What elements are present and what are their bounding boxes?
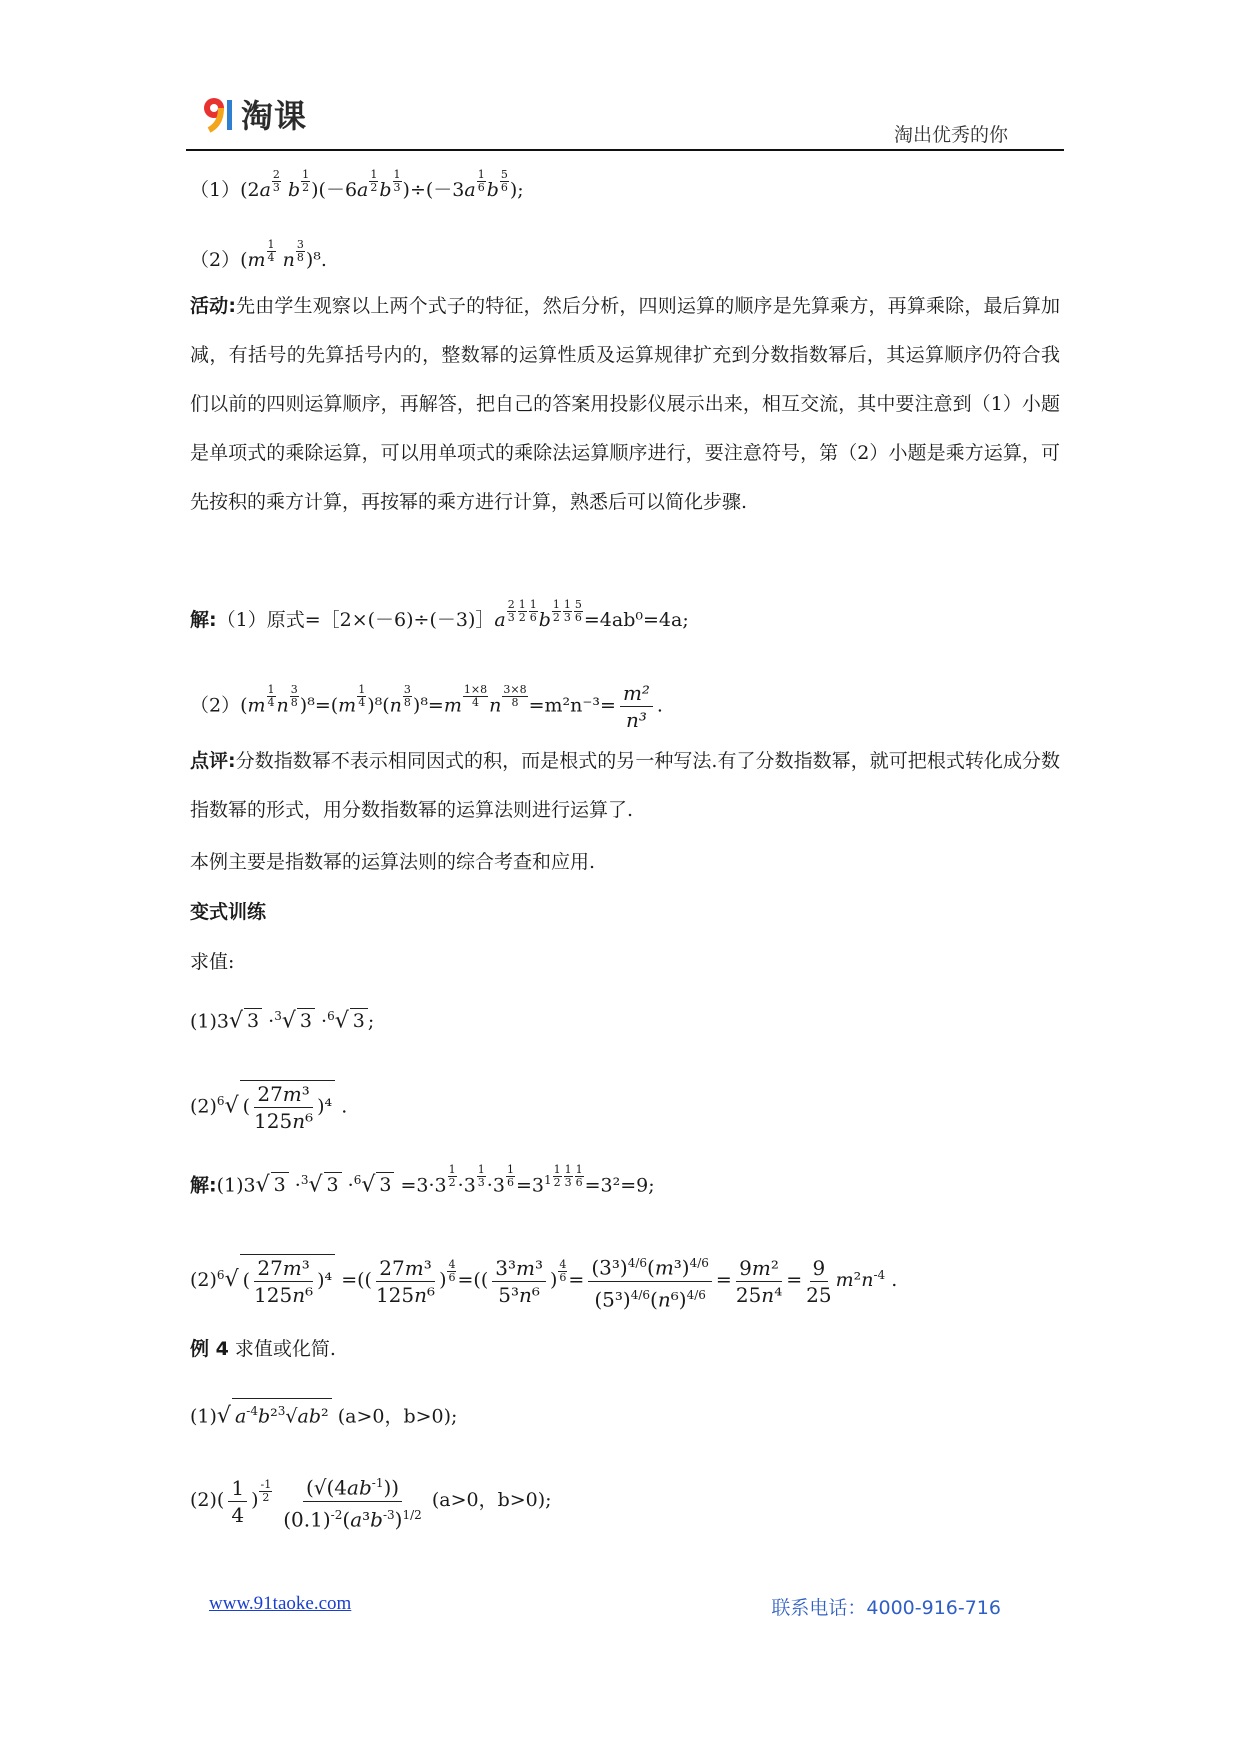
solution-1-line-2: （2）(m $\frac{1}{4}$ n $\frac{3}{8}$ )⁸=(m $\frac{1}{4}$ )⁸(n $\frac{3}{8}$ )⁸=m $\frac{1\times 8}{4}$ n $\frac{3\times 8}{8}$ =m²n⁻³= $\frac{\text{m²}}{\text{n³}}$ . — [190, 681, 663, 732]
example-4-q1: (1)√ $a^{-4}b^2^3√ab^2$ (a>0，b>0); — [190, 1398, 457, 1428]
comment-paragraph — [190, 737, 1060, 835]
example-4-heading: 例 4 求值或化简. — [190, 1338, 336, 1360]
variant-title: 变式训练 — [190, 901, 267, 923]
problem-2: （2）(m $\frac{1}{4}$ n $\frac{3}{8}$ )⁸. — [190, 237, 327, 271]
solution-1-line-1: 解:（1）原式=［2×(－6)÷(－3)］a $\frac{2}{3}$ $\frac{1}{2}$ $\frac{1}{6}$ b $\frac{1}{2}$ $\frac{1}{3}$ $\frac{5}{6}$ =4ab⁰=4a; — [190, 597, 689, 631]
example-4-q2: (2)( $\frac{1}{4}$ ) $\frac{-1}{2}$ $\frac{(√(4ab^{-1}))}{(0.1)^{-2}(a^3b^{-3})^{1/2}}$ (a>0，b>0); — [190, 1470, 552, 1532]
activity-paragraph — [190, 282, 1060, 527]
comment-note: 本例主要是指数幂的运算法则的综合考查和应用. — [190, 851, 596, 873]
header-slogan: 淘出优秀的你 — [893, 124, 1008, 146]
footer-phone: 联系电话：4000-916-716 — [771, 1597, 1001, 1619]
header-divider — [186, 149, 1064, 151]
activity-text: 先由学生观察以上两个式子的特征，然后分析，四则运算的顺序是先算乘方，再算乘除，最后算加减，有括号的先算括号内的，整数幂的运算性质及运算规律扩充到分数指数幂后，其运算顺序仍符合我们以前的四则运算顺序，再解答，把自己的答案用投影仪展示出来，相互交流，其中要注意到（1）小题是单项式的乘除运算，可以用单项式的乘除法运算顺序进行，要注意符号，第（2）小题是乘方运算，可先按积的乘方计算，再按幂的乘方进行计算，熟悉后可以简化步骤. — [190, 295, 1060, 513]
solution-2-line-1: 解:(1)3√ 3 ·$^3$√ 3 ·$^6$√ 3 =3·3 $\frac{1}{2}$ ·3 $\frac{1}{3}$ ·3 $\frac{1}{6}$ $=3^1$ $\frac{1}{2}$ $\frac{1}{3}$ $\frac{1}{6}$ =3²=9; — [190, 1162, 655, 1198]
comment-text: 分数指数幂不表示相同因式的积，而是根式的另一种写法.有了分数指数幂，就可把根式转化成分数指数幂的形式，用分数指数幂的运算法则进行运算了. — [190, 750, 1060, 821]
problem-1: （1）(2a $\frac{2}{3}$ b $\frac{1}{2}$ )(－6a $\frac{1}{2}$ b $\frac{1}{3}$ )÷(－3a $\frac{1}{6}$ b $\frac{5}{6}$ ); — [190, 167, 524, 201]
logo-text: 淘课 — [241, 97, 308, 135]
activity-label: 活动: — [190, 295, 236, 317]
logo-91-icon — [201, 94, 235, 134]
footer-website-link[interactable]: www.91taoke.com — [209, 1593, 352, 1614]
comment-label: 点评: — [190, 750, 236, 772]
variant-q1: (1)3√ 3 ·$^3$√ 3 ·$^6$√ 3 ; — [190, 1008, 375, 1034]
variant-q2: $(2)^6√$ ( $\frac{\text{27m³}}{\text{125n⁶}}$ )⁴ . — [190, 1082, 348, 1133]
solution-2-line-2: $(2)^6√$ ( $\frac{\text{27m³}}{\text{125n⁶}}$ )⁴ =(( $\frac{\text{27m³}}{\text{125n⁶}}$ ) $\frac{4}{6}$ =(( $\frac{\text{3³m³}}{\text{5³n⁶}}$ ) $\frac{4}{6}$ = $\frac{(3^3)^{4/6}(m^3)^{4/6}}{(5^3)^{4/6}(n^6)^{4/6}}$ = $\frac{\text{9m²}}{\text{25n⁴}}$ = $\frac{9}{25}$ $m^2n^{-4}$ . — [190, 1250, 897, 1312]
brand-logo — [201, 92, 307, 136]
variant-prompt: 求值: — [190, 951, 235, 973]
